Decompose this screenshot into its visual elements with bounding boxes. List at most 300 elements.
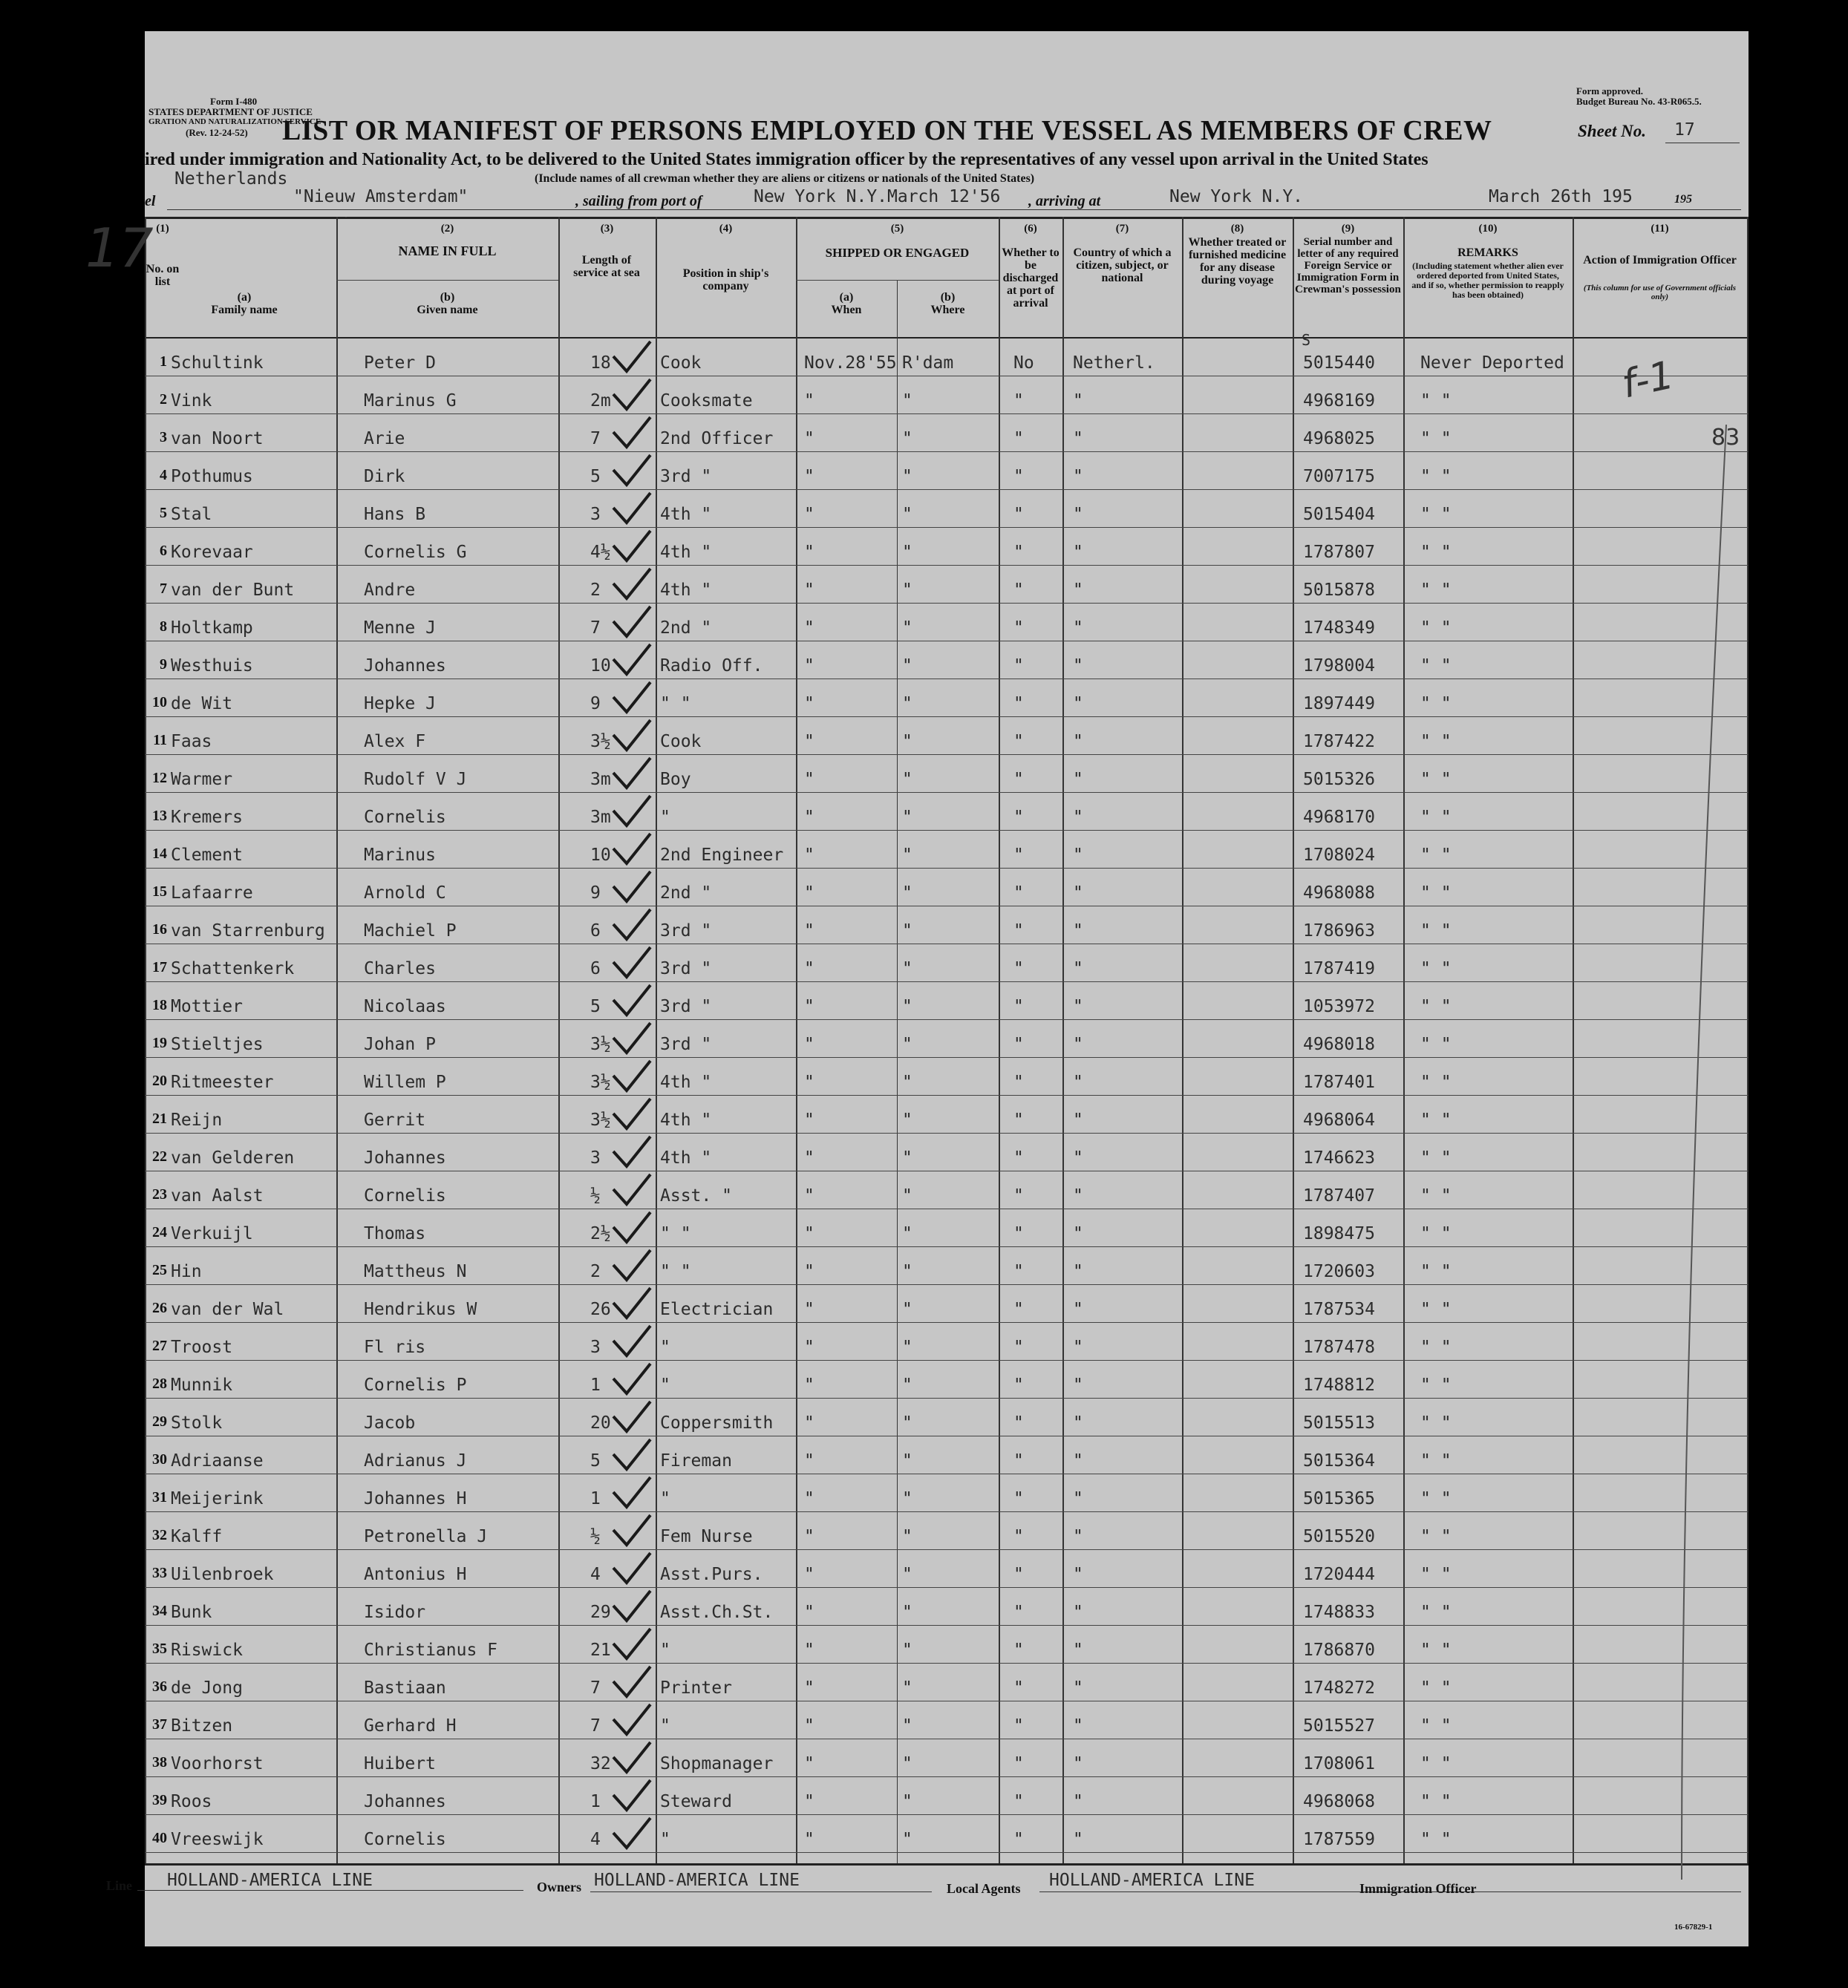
cell-where: " xyxy=(902,656,912,676)
cell-position: " " xyxy=(660,1224,691,1243)
cell-no: 40 xyxy=(152,1830,167,1846)
cell-serial: 1708061 xyxy=(1303,1754,1375,1773)
cell-when: " xyxy=(804,1073,814,1092)
cell-length: 4 xyxy=(590,1565,601,1584)
table-row xyxy=(145,1474,1749,1512)
cell-remarks: " " xyxy=(1420,1527,1452,1546)
cell-length: 32 xyxy=(590,1754,611,1773)
cell-no: 20 xyxy=(152,1073,167,1089)
punch-hole xyxy=(70,698,99,727)
cell-where: " xyxy=(902,770,912,789)
cell-no: 4 xyxy=(160,467,167,483)
cell-length: 1 xyxy=(590,1792,601,1811)
footer-agents-value: HOLLAND-AMERICA LINE xyxy=(1049,1871,1255,1890)
cell-position: Asst.Ch.St. xyxy=(660,1603,774,1622)
cell-family: van Aalst xyxy=(171,1186,264,1206)
cell-where: " xyxy=(902,543,912,562)
table-row xyxy=(145,1020,1749,1058)
cell-family: Vink xyxy=(171,391,212,411)
cell-remarks: " " xyxy=(1420,1073,1452,1092)
cell-country: " xyxy=(1073,1148,1083,1168)
cell-position: Boy xyxy=(660,770,691,789)
check-mark-icon xyxy=(609,643,656,677)
cell-remarks: " " xyxy=(1420,467,1452,486)
cell-country: " xyxy=(1073,1678,1083,1698)
cell-no: 16 xyxy=(152,921,167,938)
footer-owners-value: HOLLAND-AMERICA LINE xyxy=(594,1871,800,1890)
check-mark-icon xyxy=(609,1173,656,1207)
cell-when: " xyxy=(804,694,814,713)
cell-when: " xyxy=(804,921,814,941)
cell-family: van Starrenburg xyxy=(171,921,325,941)
table-row xyxy=(145,755,1749,793)
check-mark-icon xyxy=(609,756,656,791)
cell-no: 27 xyxy=(152,1338,167,1354)
cell-when: " xyxy=(804,391,814,411)
cell-where: " xyxy=(902,1262,912,1281)
cell-length: 6 xyxy=(590,921,601,941)
serial-s-mark: S xyxy=(1302,331,1311,349)
cell-family: Reijn xyxy=(171,1111,223,1130)
cell-given: Mattheus N xyxy=(364,1262,467,1281)
cell-position: 4th " xyxy=(660,1148,712,1168)
cell-where: " xyxy=(902,429,912,448)
col-country-header: Country of which a citizen, subject, or national xyxy=(1073,246,1172,284)
cell-given: Huibert xyxy=(364,1754,436,1773)
cell-where: " xyxy=(902,1111,912,1130)
cell-family: Stieltjes xyxy=(171,1035,264,1054)
cell-given: Antonius H xyxy=(364,1565,467,1584)
cell-where: " xyxy=(902,1641,912,1660)
cell-serial: 4968018 xyxy=(1303,1035,1375,1054)
cell-position: " xyxy=(660,808,670,827)
cell-remarks: " " xyxy=(1420,505,1452,524)
cell-no: 35 xyxy=(152,1641,167,1657)
cell-discharge: " xyxy=(1013,1830,1024,1849)
cell-family: van der Bunt xyxy=(171,581,295,600)
cell-serial: 1708024 xyxy=(1303,846,1375,865)
punch-hole xyxy=(77,1764,107,1794)
cell-given: Jacob xyxy=(364,1413,416,1433)
table-row xyxy=(145,1058,1749,1096)
cell-given: Marinus G xyxy=(364,391,457,411)
table-row xyxy=(145,1134,1749,1171)
cell-position: 4th " xyxy=(660,543,712,562)
cell-when: " xyxy=(804,543,814,562)
cell-serial: 1748349 xyxy=(1303,618,1375,638)
col-medicine-header: Whether treated or furnished medicine for any disease during voyage xyxy=(1188,236,1287,287)
sailing-from: New York N.Y.March 12'56 xyxy=(754,187,1001,206)
cell-no: 36 xyxy=(152,1678,167,1695)
crew-table-body xyxy=(145,339,1749,1860)
cell-no: 29 xyxy=(152,1413,167,1430)
cell-when: " xyxy=(804,505,814,524)
cell-when: " xyxy=(804,467,814,486)
cell-no: 26 xyxy=(152,1300,167,1316)
cell-given: Arnold C xyxy=(364,883,446,903)
cell-length: 3m xyxy=(590,808,611,827)
cell-remarks: " " xyxy=(1420,1262,1452,1281)
cell-when: " xyxy=(804,1527,814,1546)
cell-given: Hepke J xyxy=(364,694,436,713)
cell-given: Machiel P xyxy=(364,921,457,941)
cell-where: " xyxy=(902,732,912,751)
cell-serial: 1787559 xyxy=(1303,1830,1375,1849)
cell-family: Bitzen xyxy=(171,1716,233,1736)
cell-given: Johannes xyxy=(364,1792,446,1811)
cell-given: Arie xyxy=(364,429,405,448)
cell-where: " xyxy=(902,883,912,903)
cell-country: " xyxy=(1073,1565,1083,1584)
cell-length: 9 xyxy=(590,694,601,713)
table-row xyxy=(145,1285,1749,1323)
cell-length: 10 xyxy=(590,846,611,865)
cell-length: ½ xyxy=(590,1527,601,1546)
cell-when: " xyxy=(804,770,814,789)
cell-given: Johannes H xyxy=(364,1489,467,1508)
cell-no: 24 xyxy=(152,1224,167,1240)
cell-given: Johannes xyxy=(364,1148,446,1168)
cell-discharge: " xyxy=(1013,1035,1024,1054)
cell-family: Schattenkerk xyxy=(171,959,295,978)
cell-remarks: " " xyxy=(1420,1148,1452,1168)
budget-bureau: Budget Bureau No. 43-R065.5. xyxy=(1576,96,1702,107)
cell-no: 1 xyxy=(160,353,167,370)
cell-where: " xyxy=(902,1792,912,1811)
cell-when: " xyxy=(804,1300,814,1319)
cell-remarks: " " xyxy=(1420,391,1452,411)
check-mark-icon xyxy=(609,1476,656,1510)
cell-length: 20 xyxy=(590,1413,611,1433)
cell-discharge: " xyxy=(1013,618,1024,638)
cell-remarks: " " xyxy=(1420,1754,1452,1773)
handwritten-line xyxy=(1593,417,1756,1902)
cell-position: 2nd Officer xyxy=(660,429,774,448)
table-row xyxy=(145,1739,1749,1777)
cell-position: 3rd " xyxy=(660,467,712,486)
table-row xyxy=(145,1664,1749,1701)
cell-serial: 1746623 xyxy=(1303,1148,1375,1168)
cell-given: Charles xyxy=(364,959,436,978)
table-row xyxy=(145,1323,1749,1361)
cell-position: 3rd " xyxy=(660,959,712,978)
cell-position: 2nd " xyxy=(660,883,712,903)
cell-length: 18 xyxy=(590,353,611,373)
cell-where: " xyxy=(902,1148,912,1168)
cell-no: 7 xyxy=(160,581,167,597)
cell-family: van der Wal xyxy=(171,1300,284,1319)
table-row xyxy=(145,1209,1749,1247)
cell-family: Stolk xyxy=(171,1413,223,1433)
form-code: 16-67829-1 xyxy=(1674,1923,1713,1932)
cell-when: " xyxy=(804,1111,814,1130)
revision: (Rev. 12-24-52) xyxy=(186,127,248,138)
check-mark-icon xyxy=(609,567,656,601)
cell-position: Fireman xyxy=(660,1451,732,1471)
cell-position: Shopmanager xyxy=(660,1754,774,1773)
cell-when: " xyxy=(804,1376,814,1395)
form-approved: Form approved. xyxy=(1576,85,1644,97)
cell-country: " xyxy=(1073,1716,1083,1736)
cell-family: Korevaar xyxy=(171,543,253,562)
cell-serial: 1897449 xyxy=(1303,694,1375,713)
cell-serial: 1787534 xyxy=(1303,1300,1375,1319)
cell-discharge: " xyxy=(1013,1489,1024,1508)
sailing-label: , sailing from port of xyxy=(575,193,702,209)
cell-country: " xyxy=(1073,732,1083,751)
cell-remarks: " " xyxy=(1420,1641,1452,1660)
cell-country: " xyxy=(1073,1111,1083,1130)
cell-given: Cornelis P xyxy=(364,1376,467,1395)
cell-family: Stal xyxy=(171,505,212,524)
cell-given: Marinus xyxy=(364,846,436,865)
cell-discharge: " xyxy=(1013,1376,1024,1395)
cell-discharge: " xyxy=(1013,846,1024,865)
cell-remarks: " " xyxy=(1420,770,1452,789)
cell-country: " xyxy=(1073,1603,1083,1622)
check-mark-icon xyxy=(609,1059,656,1093)
col-remarks-subheader: (Including statement whether alien ever ordered deported from United States, and if so, whether permission to reapply has been obtained) xyxy=(1411,261,1564,300)
cell-family: Warmer xyxy=(171,770,233,789)
cell-length: 3 xyxy=(590,505,601,524)
cell-remarks: " " xyxy=(1420,1111,1452,1130)
cell-country: " xyxy=(1073,429,1083,448)
cell-given: Cornelis xyxy=(364,1186,446,1206)
cell-remarks: " " xyxy=(1420,997,1452,1016)
cell-position: Steward xyxy=(660,1792,732,1811)
manifest-page xyxy=(85,31,1749,1946)
col-serial-header: Serial number and letter of any required Foreign Service or Immigration Form in Crewman's possession xyxy=(1295,236,1401,295)
cell-position: Asst. " xyxy=(660,1186,732,1206)
table-row xyxy=(145,414,1749,452)
punch-hole xyxy=(77,1664,107,1694)
cell-no: 38 xyxy=(152,1754,167,1770)
cell-discharge: " xyxy=(1013,1413,1024,1433)
cell-no: 12 xyxy=(152,770,167,786)
cell-family: Lafaarre xyxy=(171,883,253,903)
cell-given: Cornelis G xyxy=(364,543,467,562)
col-when-header: (a) When xyxy=(831,291,862,316)
cell-length: 6 xyxy=(590,959,601,978)
col-action-header: Action of Immigration Officer xyxy=(1583,254,1737,267)
cell-family: Holtkamp xyxy=(171,618,253,638)
handwritten-count: 83 xyxy=(1711,425,1740,451)
cell-serial: 1898475 xyxy=(1303,1224,1375,1243)
cell-given: Isidor xyxy=(364,1603,426,1622)
cell-where: " xyxy=(902,1603,912,1622)
punch-hole xyxy=(70,595,99,625)
cell-position: 3rd " xyxy=(660,921,712,941)
cell-discharge: " xyxy=(1013,1678,1024,1698)
cell-serial: 5015878 xyxy=(1303,581,1375,600)
cell-serial: 1787419 xyxy=(1303,959,1375,978)
col4-number: (4) xyxy=(719,223,733,235)
cell-given: Thomas xyxy=(364,1224,426,1243)
cell-length: 9 xyxy=(590,883,601,903)
table-row xyxy=(145,1815,1749,1853)
table-row xyxy=(145,339,1749,376)
col9-number: (9) xyxy=(1341,223,1355,235)
cell-country: " xyxy=(1073,1413,1083,1433)
col11-number: (11) xyxy=(1651,223,1669,235)
cell-discharge: " xyxy=(1013,1641,1024,1660)
cell-remarks: " " xyxy=(1420,846,1452,865)
col-name-header: NAME IN FULL xyxy=(398,243,497,258)
cell-length: 1 xyxy=(590,1376,601,1395)
cell-serial: 5015520 xyxy=(1303,1527,1375,1546)
table-row xyxy=(145,641,1749,679)
check-mark-icon xyxy=(609,1741,656,1775)
cell-given: Menne J xyxy=(364,618,436,638)
cell-remarks: " " xyxy=(1420,1338,1452,1357)
cell-country: " xyxy=(1073,959,1083,978)
table-row xyxy=(145,906,1749,944)
cell-remarks: " " xyxy=(1420,429,1452,448)
cell-length: 2 xyxy=(590,581,601,600)
cell-serial: 1786870 xyxy=(1303,1641,1375,1660)
cell-when: " xyxy=(804,1754,814,1773)
cell-family: Troost xyxy=(171,1338,233,1357)
cell-no: 13 xyxy=(152,808,167,824)
cell-position: Fem Nurse xyxy=(660,1527,753,1546)
cell-where: " xyxy=(902,1489,912,1508)
cell-no: 39 xyxy=(152,1792,167,1808)
table-row xyxy=(145,452,1749,490)
cell-no: 32 xyxy=(152,1527,167,1543)
table-row xyxy=(145,1588,1749,1626)
cell-length: 7 xyxy=(590,429,601,448)
cell-length: 1 xyxy=(590,1489,601,1508)
col-where-header: (b) Where xyxy=(930,291,965,316)
cell-country: " xyxy=(1073,1792,1083,1811)
col-discharge-header: Whether to be discharged at port of arrival xyxy=(1002,246,1060,310)
col-family-name-header: (a) Family name xyxy=(211,291,278,316)
table-row xyxy=(145,1096,1749,1134)
subtitle: ired under immigration and Nationality Act, to be delivered to the United States immigration officer by the representatives of any vessel upon arrival in the United States xyxy=(145,150,1429,169)
cell-country: " xyxy=(1073,694,1083,713)
check-mark-icon xyxy=(609,491,656,526)
cell-length: 3½ xyxy=(590,1111,611,1130)
cell-where: " xyxy=(902,694,912,713)
cell-country: " xyxy=(1073,391,1083,411)
check-mark-icon xyxy=(609,605,656,639)
cell-given: Adrianus J xyxy=(364,1451,467,1471)
cell-country: " xyxy=(1073,1186,1083,1206)
table-row xyxy=(145,490,1749,528)
cell-where: " xyxy=(902,1073,912,1092)
table-row xyxy=(145,1399,1749,1436)
cell-position: 4th " xyxy=(660,505,712,524)
cell-family: Munnik xyxy=(171,1376,233,1395)
cell-when: " xyxy=(804,1186,814,1206)
cell-discharge: " xyxy=(1013,429,1024,448)
cell-position: Printer xyxy=(660,1678,732,1698)
footer-line-value: HOLLAND-AMERICA LINE xyxy=(167,1871,373,1890)
cell-country: " xyxy=(1073,1641,1083,1660)
cell-country: " xyxy=(1073,921,1083,941)
table-row xyxy=(145,1171,1749,1209)
cell-country: " xyxy=(1073,1451,1083,1471)
cell-remarks: " " xyxy=(1420,1224,1452,1243)
cell-position: 3rd " xyxy=(660,1035,712,1054)
cell-length: 7 xyxy=(590,618,601,638)
check-mark-icon xyxy=(609,1779,656,1813)
cell-country: " xyxy=(1073,1376,1083,1395)
cell-serial: 1748812 xyxy=(1303,1376,1375,1395)
cell-remarks: " " xyxy=(1420,1830,1452,1849)
cell-where: " xyxy=(902,1565,912,1584)
cell-length: 3m xyxy=(590,770,611,789)
cell-family: de Jong xyxy=(171,1678,243,1698)
cell-country: " xyxy=(1073,1489,1083,1508)
cell-remarks: " " xyxy=(1420,1489,1452,1508)
cell-remarks: " " xyxy=(1420,1035,1452,1054)
cell-position: Cooksmate xyxy=(660,391,753,411)
cell-family: van Gelderen xyxy=(171,1148,295,1168)
cell-family: Mottier xyxy=(171,997,243,1016)
cell-where: " xyxy=(902,921,912,941)
vessel-name: "Nieuw Amsterdam" xyxy=(293,187,468,206)
cell-no: 25 xyxy=(152,1262,167,1278)
cell-position: 3rd " xyxy=(660,997,712,1016)
cell-given: Petronella J xyxy=(364,1527,488,1546)
footer-agents-label: Local Agents xyxy=(947,1881,1021,1896)
cell-discharge: " xyxy=(1013,694,1024,713)
cell-no: 34 xyxy=(152,1603,167,1619)
cell-position: Cook xyxy=(660,353,702,373)
cell-family: Voorhorst xyxy=(171,1754,264,1773)
cell-country: " xyxy=(1073,808,1083,827)
cell-no: 31 xyxy=(152,1489,167,1505)
cell-given: Johan P xyxy=(364,1035,436,1054)
cell-where: " xyxy=(902,467,912,486)
cell-where: " xyxy=(902,1451,912,1471)
cell-when: " xyxy=(804,1678,814,1698)
cell-length: ½ xyxy=(590,1186,601,1206)
cell-family: Ritmeester xyxy=(171,1073,274,1092)
cell-given: Cornelis xyxy=(364,808,446,827)
col8-number: (8) xyxy=(1230,223,1244,235)
cell-where: " xyxy=(902,1716,912,1736)
cell-where: " xyxy=(902,808,912,827)
check-mark-icon xyxy=(609,529,656,563)
cell-discharge: " xyxy=(1013,1754,1024,1773)
cell-given: Nicolaas xyxy=(364,997,446,1016)
cell-country: " xyxy=(1073,883,1083,903)
cell-when: " xyxy=(804,1262,814,1281)
cell-when: Nov.28'55 xyxy=(804,353,897,373)
cell-discharge: " xyxy=(1013,656,1024,676)
cell-serial: 1053972 xyxy=(1303,997,1375,1016)
cell-position: Coppersmith xyxy=(660,1413,774,1433)
table-row xyxy=(145,793,1749,831)
cell-remarks: " " xyxy=(1420,618,1452,638)
cell-family: Westhuis xyxy=(171,656,253,676)
department: STATES DEPARTMENT OF JUSTICE xyxy=(148,106,313,117)
cell-serial: 4968088 xyxy=(1303,883,1375,903)
cell-when: " xyxy=(804,1603,814,1622)
cell-length: 3 xyxy=(590,1148,601,1168)
table-row xyxy=(145,528,1749,566)
cell-country: " xyxy=(1073,543,1083,562)
cell-discharge: " xyxy=(1013,1148,1024,1168)
cell-family: Faas xyxy=(171,732,212,751)
table-row xyxy=(145,717,1749,755)
check-mark-icon xyxy=(609,870,656,904)
cell-discharge: " xyxy=(1013,1111,1024,1130)
arriving-label: , arriving at xyxy=(1028,193,1101,209)
cell-length: 3½ xyxy=(590,1073,611,1092)
